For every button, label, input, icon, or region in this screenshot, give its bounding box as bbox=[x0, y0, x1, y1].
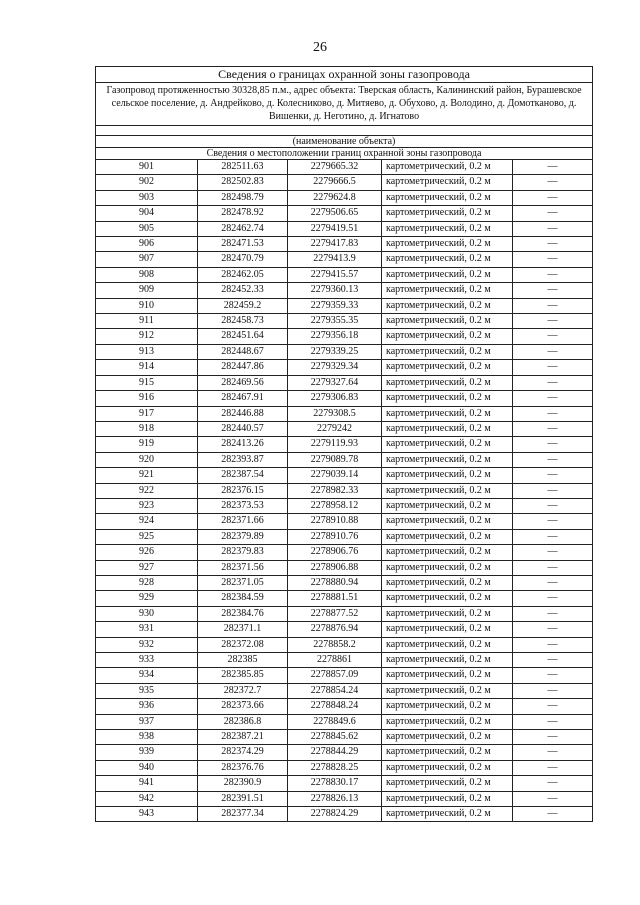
point-number-cell: 909 bbox=[96, 283, 198, 298]
table-row bbox=[96, 529, 593, 544]
x-coordinate-cell: 282384.76 bbox=[198, 606, 288, 621]
point-number-cell: 911 bbox=[96, 314, 198, 329]
method-cell: картометрический, 0.2 м bbox=[382, 498, 513, 513]
point-number-cell: 904 bbox=[96, 206, 198, 221]
table-row bbox=[96, 421, 593, 436]
x-coordinate-cell: 282471.53 bbox=[198, 237, 288, 252]
point-number-cell: 922 bbox=[96, 483, 198, 498]
y-coordinate-cell: 2278854.24 bbox=[288, 683, 382, 698]
note-cell: — bbox=[513, 699, 593, 714]
method-cell: картометрический, 0.2 м bbox=[382, 252, 513, 267]
y-coordinate-cell: 2279308.5 bbox=[288, 406, 382, 421]
x-coordinate-cell: 282511.63 bbox=[198, 160, 288, 175]
x-coordinate-cell: 282462.05 bbox=[198, 267, 288, 282]
method-cell: картометрический, 0.2 м bbox=[382, 637, 513, 652]
table-body bbox=[96, 67, 593, 822]
table-row bbox=[96, 730, 593, 745]
point-number-cell: 932 bbox=[96, 637, 198, 652]
y-coordinate-cell: 2278826.13 bbox=[288, 791, 382, 806]
x-coordinate-cell: 282478.92 bbox=[198, 206, 288, 221]
point-number-cell: 935 bbox=[96, 683, 198, 698]
method-cell: картометрический, 0.2 м bbox=[382, 237, 513, 252]
note-cell: — bbox=[513, 360, 593, 375]
note-cell: — bbox=[513, 206, 593, 221]
table-row bbox=[96, 252, 593, 267]
method-cell: картометрический, 0.2 м bbox=[382, 653, 513, 668]
x-coordinate-cell: 282446.88 bbox=[198, 406, 288, 421]
x-coordinate-cell: 282371.66 bbox=[198, 514, 288, 529]
x-coordinate-cell: 282373.66 bbox=[198, 699, 288, 714]
x-coordinate-cell: 282387.21 bbox=[198, 730, 288, 745]
point-number-cell: 921 bbox=[96, 468, 198, 483]
y-coordinate-cell: 2279665.32 bbox=[288, 160, 382, 175]
point-number-cell: 933 bbox=[96, 653, 198, 668]
method-cell: картометрический, 0.2 м bbox=[382, 714, 513, 729]
point-number-cell: 931 bbox=[96, 622, 198, 637]
table-row bbox=[96, 391, 593, 406]
table-row bbox=[96, 452, 593, 467]
y-coordinate-cell: 2279089.78 bbox=[288, 452, 382, 467]
x-coordinate-cell: 282376.15 bbox=[198, 483, 288, 498]
point-number-cell: 941 bbox=[96, 776, 198, 791]
note-cell: — bbox=[513, 283, 593, 298]
method-cell: картометрический, 0.2 м bbox=[382, 807, 513, 822]
note-cell: — bbox=[513, 221, 593, 236]
point-number-cell: 943 bbox=[96, 807, 198, 822]
x-coordinate-cell: 282371.05 bbox=[198, 575, 288, 590]
point-number-cell: 908 bbox=[96, 267, 198, 282]
method-cell: картометрический, 0.2 м bbox=[382, 314, 513, 329]
y-coordinate-cell: 2278880.94 bbox=[288, 575, 382, 590]
table-row bbox=[96, 560, 593, 575]
note-cell: — bbox=[513, 498, 593, 513]
y-coordinate-cell: 2278830.17 bbox=[288, 776, 382, 791]
table-row bbox=[96, 683, 593, 698]
boundary-table bbox=[95, 66, 593, 822]
x-coordinate-cell: 282379.89 bbox=[198, 529, 288, 544]
x-coordinate-cell: 282385 bbox=[198, 653, 288, 668]
note-cell: — bbox=[513, 668, 593, 683]
table-row bbox=[96, 514, 593, 529]
note-cell: — bbox=[513, 560, 593, 575]
y-coordinate-cell: 2279360.13 bbox=[288, 283, 382, 298]
y-coordinate-cell: 2278861 bbox=[288, 653, 382, 668]
note-cell: — bbox=[513, 529, 593, 544]
note-cell: — bbox=[513, 437, 593, 452]
method-cell: картометрический, 0.2 м bbox=[382, 452, 513, 467]
method-cell: картометрический, 0.2 м bbox=[382, 745, 513, 760]
method-cell: картометрический, 0.2 м bbox=[382, 344, 513, 359]
y-coordinate-cell: 2279419.51 bbox=[288, 221, 382, 236]
point-number-cell: 919 bbox=[96, 437, 198, 452]
y-coordinate-cell: 2278877.52 bbox=[288, 606, 382, 621]
table-row bbox=[96, 175, 593, 190]
table-row bbox=[96, 283, 593, 298]
y-coordinate-cell: 2279417.83 bbox=[288, 237, 382, 252]
x-coordinate-cell: 282447.86 bbox=[198, 360, 288, 375]
y-coordinate-cell: 2279329.34 bbox=[288, 360, 382, 375]
method-cell: картометрический, 0.2 м bbox=[382, 329, 513, 344]
point-number-cell: 901 bbox=[96, 160, 198, 175]
table-row bbox=[96, 622, 593, 637]
x-coordinate-cell: 282379.83 bbox=[198, 545, 288, 560]
table-row bbox=[96, 406, 593, 421]
note-cell: — bbox=[513, 653, 593, 668]
object-description: Газопровод протяженностью 30328,85 п.м., адрес объекта: Тверская область, Калининский район, Бурашевское сельское поселение, д. Андрейково, д. Колесниково, д. Митяево, д. Обухово, д. Володино, д. Домотканово, д. Вишенки, д. Неготино, д. Игнатово bbox=[96, 83, 593, 126]
point-number-cell: 903 bbox=[96, 190, 198, 205]
table-row bbox=[96, 267, 593, 282]
method-cell: картометрический, 0.2 м bbox=[382, 175, 513, 190]
point-number-cell: 927 bbox=[96, 560, 198, 575]
table-row bbox=[96, 637, 593, 652]
note-cell: — bbox=[513, 591, 593, 606]
note-cell: — bbox=[513, 760, 593, 775]
method-cell: картометрический, 0.2 м bbox=[382, 391, 513, 406]
method-cell: картометрический, 0.2 м bbox=[382, 591, 513, 606]
note-cell: — bbox=[513, 575, 593, 590]
table-row bbox=[96, 375, 593, 390]
point-number-cell: 907 bbox=[96, 252, 198, 267]
y-coordinate-cell: 2279359.33 bbox=[288, 298, 382, 313]
note-cell: — bbox=[513, 237, 593, 252]
method-cell: картометрический, 0.2 м bbox=[382, 298, 513, 313]
y-coordinate-cell: 2279306.83 bbox=[288, 391, 382, 406]
x-coordinate-cell: 282376.76 bbox=[198, 760, 288, 775]
y-coordinate-cell: 2278906.88 bbox=[288, 560, 382, 575]
method-cell: картометрический, 0.2 м bbox=[382, 545, 513, 560]
point-number-cell: 938 bbox=[96, 730, 198, 745]
table-row bbox=[96, 498, 593, 513]
point-number-cell: 926 bbox=[96, 545, 198, 560]
x-coordinate-cell: 282373.53 bbox=[198, 498, 288, 513]
method-cell: картометрический, 0.2 м bbox=[382, 575, 513, 590]
point-number-cell: 902 bbox=[96, 175, 198, 190]
y-coordinate-cell: 2278906.76 bbox=[288, 545, 382, 560]
point-number-cell: 934 bbox=[96, 668, 198, 683]
note-cell: — bbox=[513, 714, 593, 729]
table-row bbox=[96, 653, 593, 668]
method-cell: картометрический, 0.2 м bbox=[382, 406, 513, 421]
point-number-cell: 942 bbox=[96, 791, 198, 806]
x-coordinate-cell: 282458.73 bbox=[198, 314, 288, 329]
x-coordinate-cell: 282467.91 bbox=[198, 391, 288, 406]
table-row bbox=[96, 437, 593, 452]
method-cell: картометрический, 0.2 м bbox=[382, 437, 513, 452]
object-name-caption: (наименование объекта) bbox=[96, 136, 593, 148]
y-coordinate-cell: 2279413.9 bbox=[288, 252, 382, 267]
table-row bbox=[96, 483, 593, 498]
method-cell: картометрический, 0.2 м bbox=[382, 622, 513, 637]
y-coordinate-cell: 2278848.24 bbox=[288, 699, 382, 714]
table-row bbox=[96, 776, 593, 791]
description-row bbox=[96, 83, 593, 126]
table-row bbox=[96, 468, 593, 483]
note-cell: — bbox=[513, 190, 593, 205]
method-cell: картометрический, 0.2 м bbox=[382, 421, 513, 436]
x-coordinate-cell: 282387.54 bbox=[198, 468, 288, 483]
table-row bbox=[96, 760, 593, 775]
table-row bbox=[96, 807, 593, 822]
method-cell: картометрический, 0.2 м bbox=[382, 221, 513, 236]
table-row bbox=[96, 329, 593, 344]
point-number-cell: 920 bbox=[96, 452, 198, 467]
method-cell: картометрический, 0.2 м bbox=[382, 560, 513, 575]
y-coordinate-cell: 2279327.64 bbox=[288, 375, 382, 390]
method-cell: картометрический, 0.2 м bbox=[382, 776, 513, 791]
note-cell: — bbox=[513, 807, 593, 822]
x-coordinate-cell: 282386.8 bbox=[198, 714, 288, 729]
x-coordinate-cell: 282413.26 bbox=[198, 437, 288, 452]
point-number-cell: 913 bbox=[96, 344, 198, 359]
y-coordinate-cell: 2278910.76 bbox=[288, 529, 382, 544]
note-cell: — bbox=[513, 791, 593, 806]
y-coordinate-cell: 2278876.94 bbox=[288, 622, 382, 637]
method-cell: картометрический, 0.2 м bbox=[382, 514, 513, 529]
y-coordinate-cell: 2279624.8 bbox=[288, 190, 382, 205]
method-cell: картометрический, 0.2 м bbox=[382, 360, 513, 375]
y-coordinate-cell: 2279242 bbox=[288, 421, 382, 436]
note-cell: — bbox=[513, 606, 593, 621]
x-coordinate-cell: 282391.51 bbox=[198, 791, 288, 806]
x-coordinate-cell: 282459.2 bbox=[198, 298, 288, 313]
note-cell: — bbox=[513, 545, 593, 560]
x-coordinate-cell: 282498.79 bbox=[198, 190, 288, 205]
method-cell: картометрический, 0.2 м bbox=[382, 606, 513, 621]
point-number-cell: 929 bbox=[96, 591, 198, 606]
point-number-cell: 916 bbox=[96, 391, 198, 406]
x-coordinate-cell: 282470.79 bbox=[198, 252, 288, 267]
x-coordinate-cell: 282390.9 bbox=[198, 776, 288, 791]
table-row bbox=[96, 360, 593, 375]
note-cell: — bbox=[513, 406, 593, 421]
point-number-cell: 930 bbox=[96, 606, 198, 621]
point-number-cell: 910 bbox=[96, 298, 198, 313]
x-coordinate-cell: 282393.87 bbox=[198, 452, 288, 467]
note-cell: — bbox=[513, 252, 593, 267]
note-cell: — bbox=[513, 745, 593, 760]
point-number-cell: 918 bbox=[96, 421, 198, 436]
note-cell: — bbox=[513, 637, 593, 652]
table-row bbox=[96, 221, 593, 236]
method-cell: картометрический, 0.2 м bbox=[382, 375, 513, 390]
note-cell: — bbox=[513, 344, 593, 359]
note-cell: — bbox=[513, 622, 593, 637]
y-coordinate-cell: 2278958.12 bbox=[288, 498, 382, 513]
point-number-cell: 915 bbox=[96, 375, 198, 390]
table-row bbox=[96, 190, 593, 205]
caption-row bbox=[96, 136, 593, 148]
point-number-cell: 914 bbox=[96, 360, 198, 375]
table-row bbox=[96, 606, 593, 621]
note-cell: — bbox=[513, 776, 593, 791]
table-row bbox=[96, 714, 593, 729]
table-row bbox=[96, 237, 593, 252]
x-coordinate-cell: 282440.57 bbox=[198, 421, 288, 436]
table-row bbox=[96, 575, 593, 590]
x-coordinate-cell: 282448.67 bbox=[198, 344, 288, 359]
note-cell: — bbox=[513, 452, 593, 467]
method-cell: картометрический, 0.2 м bbox=[382, 668, 513, 683]
point-number-cell: 940 bbox=[96, 760, 198, 775]
y-coordinate-cell: 2279666.5 bbox=[288, 175, 382, 190]
x-coordinate-cell: 282372.7 bbox=[198, 683, 288, 698]
table-row bbox=[96, 699, 593, 714]
method-cell: картометрический, 0.2 м bbox=[382, 760, 513, 775]
method-cell: картометрический, 0.2 м bbox=[382, 160, 513, 175]
method-cell: картометрический, 0.2 м bbox=[382, 683, 513, 698]
table-row bbox=[96, 745, 593, 760]
method-cell: картометрический, 0.2 м bbox=[382, 791, 513, 806]
y-coordinate-cell: 2279415.57 bbox=[288, 267, 382, 282]
method-cell: картометрический, 0.2 м bbox=[382, 206, 513, 221]
method-cell: картометрический, 0.2 м bbox=[382, 283, 513, 298]
method-cell: картометрический, 0.2 м bbox=[382, 267, 513, 282]
x-coordinate-cell: 282469.56 bbox=[198, 375, 288, 390]
note-cell: — bbox=[513, 483, 593, 498]
note-cell: — bbox=[513, 298, 593, 313]
note-cell: — bbox=[513, 267, 593, 282]
y-coordinate-cell: 2278858.2 bbox=[288, 637, 382, 652]
y-coordinate-cell: 2279506.65 bbox=[288, 206, 382, 221]
x-coordinate-cell: 282371.56 bbox=[198, 560, 288, 575]
y-coordinate-cell: 2278845.62 bbox=[288, 730, 382, 745]
table-row bbox=[96, 791, 593, 806]
y-coordinate-cell: 2278828.25 bbox=[288, 760, 382, 775]
note-cell: — bbox=[513, 314, 593, 329]
y-coordinate-cell: 2279119.93 bbox=[288, 437, 382, 452]
spacer-row bbox=[96, 126, 593, 136]
page-number: 26 bbox=[313, 40, 327, 55]
x-coordinate-cell: 282462.74 bbox=[198, 221, 288, 236]
table-row bbox=[96, 298, 593, 313]
location-header: Сведения о местоположении границ охранной зоны газопровода bbox=[96, 148, 593, 160]
y-coordinate-cell: 2279355.35 bbox=[288, 314, 382, 329]
table-row bbox=[96, 314, 593, 329]
y-coordinate-cell: 2279356.18 bbox=[288, 329, 382, 344]
method-cell: картометрический, 0.2 м bbox=[382, 190, 513, 205]
note-cell: — bbox=[513, 329, 593, 344]
note-cell: — bbox=[513, 391, 593, 406]
point-number-cell: 905 bbox=[96, 221, 198, 236]
y-coordinate-cell: 2279039.14 bbox=[288, 468, 382, 483]
point-number-cell: 936 bbox=[96, 699, 198, 714]
x-coordinate-cell: 282502.83 bbox=[198, 175, 288, 190]
point-number-cell: 917 bbox=[96, 406, 198, 421]
y-coordinate-cell: 2278824.29 bbox=[288, 807, 382, 822]
y-coordinate-cell: 2278844.29 bbox=[288, 745, 382, 760]
note-cell: — bbox=[513, 375, 593, 390]
table-row bbox=[96, 344, 593, 359]
table-row bbox=[96, 160, 593, 175]
x-coordinate-cell: 282377.34 bbox=[198, 807, 288, 822]
y-coordinate-cell: 2278881.51 bbox=[288, 591, 382, 606]
y-coordinate-cell: 2279339.25 bbox=[288, 344, 382, 359]
x-coordinate-cell: 282371.1 bbox=[198, 622, 288, 637]
y-coordinate-cell: 2278857.09 bbox=[288, 668, 382, 683]
note-cell: — bbox=[513, 160, 593, 175]
x-coordinate-cell: 282384.59 bbox=[198, 591, 288, 606]
note-cell: — bbox=[513, 468, 593, 483]
y-coordinate-cell: 2278982.33 bbox=[288, 483, 382, 498]
point-number-cell: 906 bbox=[96, 237, 198, 252]
point-number-cell: 924 bbox=[96, 514, 198, 529]
table-row bbox=[96, 591, 593, 606]
method-cell: картометрический, 0.2 м bbox=[382, 483, 513, 498]
table-row bbox=[96, 206, 593, 221]
point-number-cell: 923 bbox=[96, 498, 198, 513]
y-coordinate-cell: 2278849.6 bbox=[288, 714, 382, 729]
section-title: Сведения о границах охранной зоны газопровода bbox=[96, 67, 593, 83]
note-cell: — bbox=[513, 175, 593, 190]
x-coordinate-cell: 282372.08 bbox=[198, 637, 288, 652]
point-number-cell: 939 bbox=[96, 745, 198, 760]
point-number-cell: 937 bbox=[96, 714, 198, 729]
note-cell: — bbox=[513, 514, 593, 529]
x-coordinate-cell: 282452.33 bbox=[198, 283, 288, 298]
note-cell: — bbox=[513, 421, 593, 436]
method-cell: картометрический, 0.2 м bbox=[382, 468, 513, 483]
point-number-cell: 928 bbox=[96, 575, 198, 590]
y-coordinate-cell: 2278910.88 bbox=[288, 514, 382, 529]
point-number-cell: 925 bbox=[96, 529, 198, 544]
note-cell: — bbox=[513, 730, 593, 745]
x-coordinate-cell: 282374.29 bbox=[198, 745, 288, 760]
location-header-row bbox=[96, 148, 593, 160]
blank-cell bbox=[96, 126, 593, 136]
point-number-cell: 912 bbox=[96, 329, 198, 344]
x-coordinate-cell: 282385.85 bbox=[198, 668, 288, 683]
title-row bbox=[96, 67, 593, 83]
table-row bbox=[96, 545, 593, 560]
method-cell: картометрический, 0.2 м bbox=[382, 699, 513, 714]
x-coordinate-cell: 282451.64 bbox=[198, 329, 288, 344]
note-cell: — bbox=[513, 683, 593, 698]
method-cell: картометрический, 0.2 м bbox=[382, 730, 513, 745]
method-cell: картометрический, 0.2 м bbox=[382, 529, 513, 544]
table-row bbox=[96, 668, 593, 683]
